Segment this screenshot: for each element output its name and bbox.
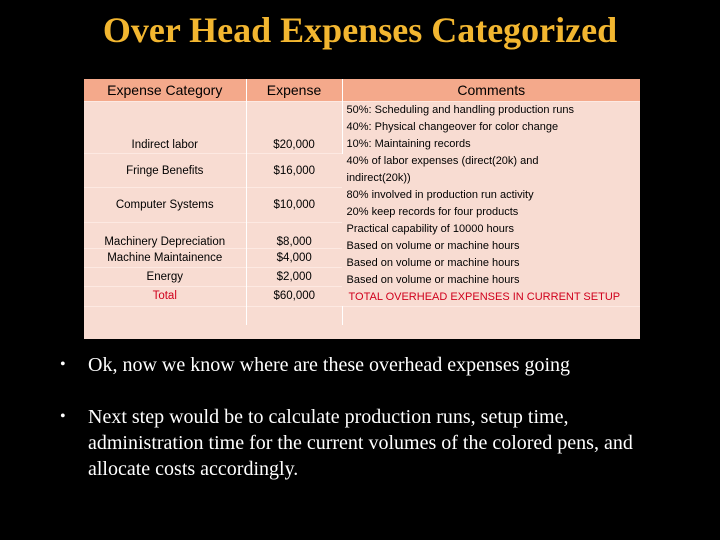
category-cell: Computer Systems [84, 188, 246, 222]
bullet-item [60, 404, 680, 482]
comment-line: Based on volume or machine hours [346, 240, 520, 252]
expense-table-container [84, 79, 640, 339]
bullet-item [60, 352, 680, 378]
header-expense: Expense [246, 79, 342, 102]
expense-cell: $10,000 [246, 188, 342, 222]
table-row-empty [84, 307, 640, 326]
table-row [84, 102, 640, 154]
comment-line: 40%: Physical changeover for color change [346, 121, 559, 133]
comment-line: Based on volume or machine hours [346, 257, 520, 269]
table-header-row [84, 79, 640, 102]
comment-line: Practical capability of 10000 hours [346, 223, 515, 235]
comment-line: 10%: Maintaining records [346, 138, 471, 150]
category-cell-total: Total [84, 286, 246, 306]
comment-line: 40% of labor expenses (direct(20k) and [346, 155, 539, 167]
bullet-text: Next step would be to calculate production runs, setup time, administration time for the current volumes of the colored pens, and allocate costs accordingly. [88, 406, 633, 480]
expense-cell: $8,000 [246, 222, 342, 248]
slide-title: Over Head Expenses Categorized [102, 10, 618, 50]
category-cell: Fringe Benefits [84, 154, 246, 188]
comment-line: TOTAL OVERHEAD EXPENSES IN CURRENT SETUP [348, 291, 621, 303]
bullet-dot-icon: • [60, 408, 66, 425]
category-cell: Indirect labor [84, 102, 246, 154]
bullet-text: Ok, now we know where are these overhead expenses going [88, 354, 571, 376]
comment-line: 80% involved in production run activity [346, 189, 534, 201]
expense-cell-total: $60,000 [246, 286, 342, 306]
bullet-list [60, 352, 680, 508]
category-cell: Energy [84, 267, 246, 286]
expense-table [84, 79, 640, 325]
expense-cell: $2,000 [246, 267, 342, 286]
expense-cell: $20,000 [246, 102, 342, 154]
expense-cell: $16,000 [246, 154, 342, 188]
header-comments: Comments [342, 79, 640, 102]
comment-line: Based on volume or machine hours [346, 274, 520, 286]
comment-line: indirect(20k)) [346, 172, 411, 184]
comment-line: 20% keep records for four products [346, 206, 519, 218]
bullet-dot-icon: • [60, 356, 66, 373]
category-cell: Machine Maintainence [84, 248, 246, 267]
category-cell: Machinery Depreciation [84, 222, 246, 248]
comments-cell [342, 102, 640, 307]
header-expense-category: Expense Category [84, 79, 246, 102]
expense-cell: $4,000 [246, 248, 342, 267]
comment-line: 50%: Scheduling and handling production runs [346, 104, 574, 116]
